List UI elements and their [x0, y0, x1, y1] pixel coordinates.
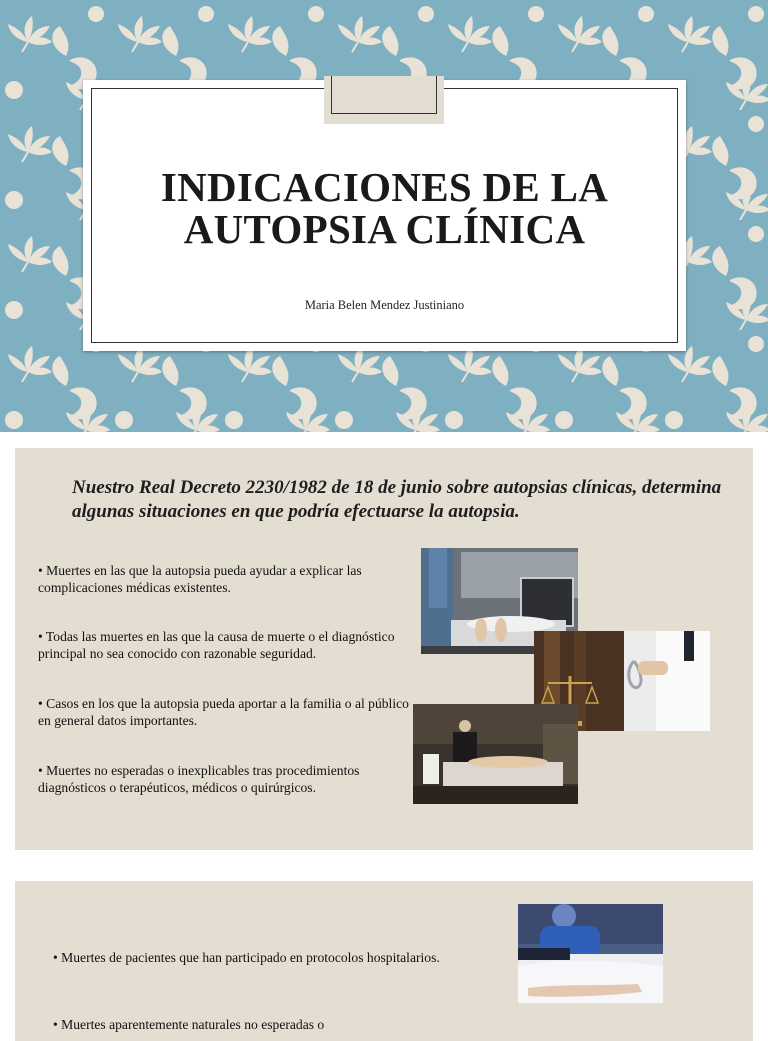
title-line-1: INDICACIONES DE LA: [160, 164, 609, 210]
bullet-item: • Muertes aparentemente naturales no esperadas o: [53, 1017, 325, 1032]
bullet-item: • Muertes no esperadas o inexplicables tras procedimientos diagnósticos o terapéuticos, médicos o quirúrgicos.: [38, 763, 360, 795]
content-slide-2: [15, 881, 753, 1041]
bullet-item: • Casos en los que la autopsia pueda aportar a la familia o al público en general datos importantes.: [38, 696, 409, 728]
title-card: [83, 80, 686, 351]
anatomy-lesson-painting: [413, 704, 578, 804]
bullet-item: • Todas las muertes en las que la causa de muerte o el diagnóstico principal no sea conocido con razonable seguridad.: [38, 629, 395, 661]
title-slide: [0, 0, 768, 432]
bullet-item: • Muertes en las que la autopsia pueda ayudar a explicar las complicaciones médicas existentes.: [38, 563, 362, 595]
author-name: Maria Belen Mendez Justiniano: [304, 298, 465, 312]
slide-heading: Nuestro Real Decreto 2230/1982 de 18 de junio sobre autopsias clínicas, determina algunas situaciones en que podría efectuarse la autopsia.: [72, 477, 722, 522]
page-title: [83, 166, 686, 250]
title-line-2: AUTOPSIA CLÍNICA: [183, 206, 586, 252]
content-slide-1: [15, 448, 753, 850]
card-tab-frame: [331, 76, 437, 114]
bullet-item: • Muertes de pacientes que han participado en protocolos hospitalarios.: [53, 950, 440, 965]
covered-patient-photo: [518, 904, 663, 1003]
card-tab: [324, 76, 444, 124]
